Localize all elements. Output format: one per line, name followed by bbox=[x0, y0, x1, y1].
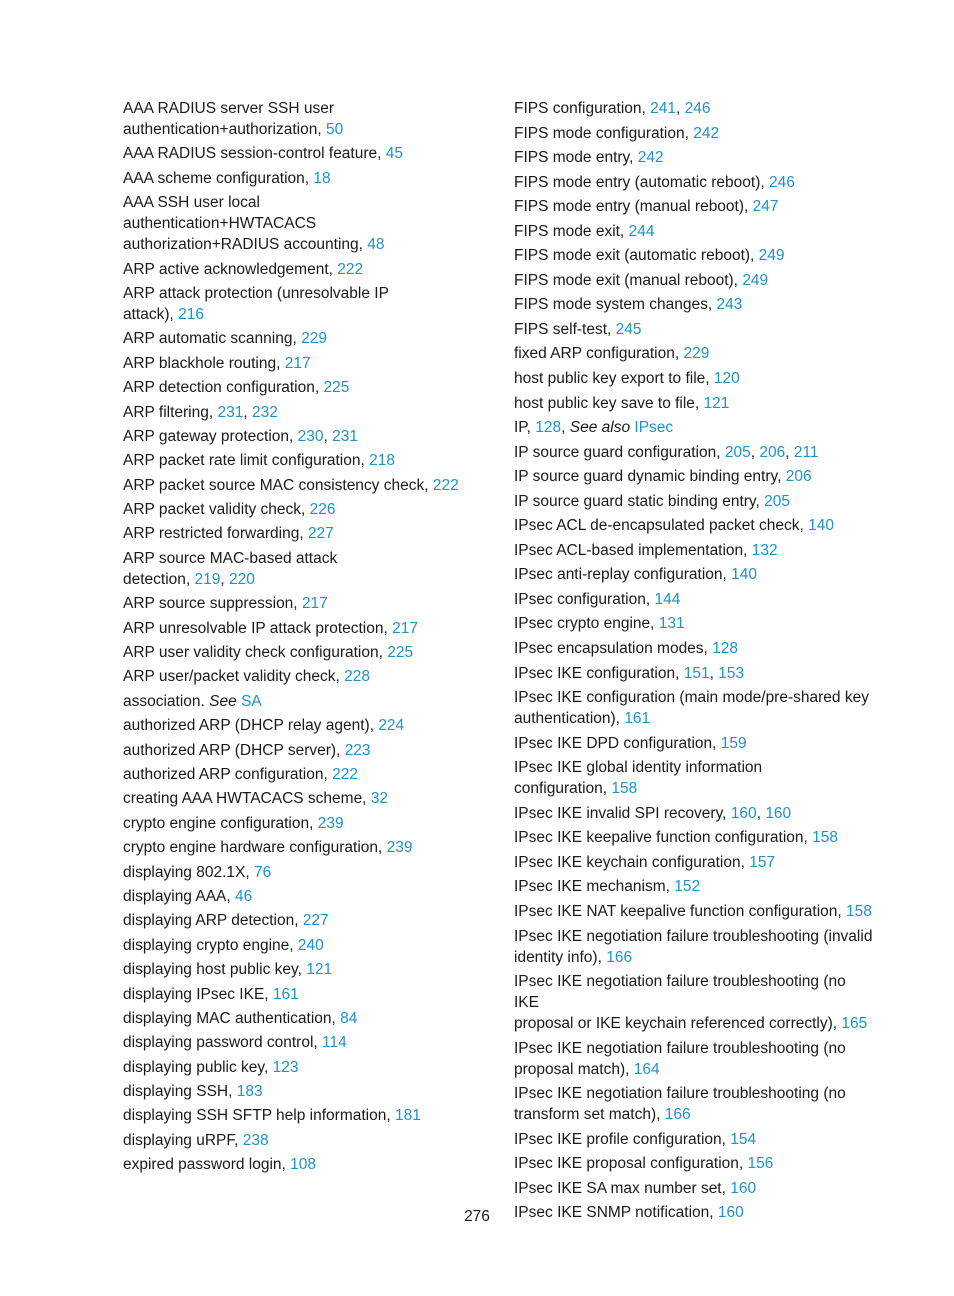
index-entry: ARP source MAC-based attack detection, 219, 220 bbox=[123, 549, 338, 588]
index-entry bbox=[123, 959, 473, 980]
page-link[interactable]: 166 bbox=[606, 948, 633, 966]
index-entry bbox=[123, 813, 473, 834]
index-entry bbox=[123, 618, 473, 639]
index-term: transform set match), bbox=[514, 1106, 661, 1124]
index-term: FIPS mode entry (manual reboot), bbox=[514, 198, 749, 216]
page-link[interactable]: 140 bbox=[808, 517, 834, 535]
page-number: 276 bbox=[464, 1208, 490, 1225]
index-term: FIPS self-test, bbox=[514, 320, 612, 338]
index-entry bbox=[123, 499, 473, 520]
page-link[interactable]: 216 bbox=[178, 305, 205, 323]
index-term: ARP blackhole routing, bbox=[123, 354, 281, 372]
index-term: IPsec IKE invalid SPI recovery, bbox=[514, 804, 727, 822]
index-entry bbox=[514, 491, 874, 512]
index-term: displaying ARP detection, bbox=[123, 912, 299, 930]
index-entry bbox=[514, 687, 874, 729]
see-reference-label: See bbox=[209, 692, 237, 710]
index-entry bbox=[514, 221, 874, 242]
index-entry bbox=[123, 328, 473, 349]
page-link[interactable]: 223 bbox=[344, 741, 371, 759]
index-term: IPsec crypto engine, bbox=[514, 615, 655, 633]
page-link[interactable]: 128 bbox=[535, 419, 562, 437]
index-term: displaying uRPF, bbox=[123, 1131, 239, 1149]
index-entry bbox=[514, 540, 874, 561]
page-link[interactable]: 154 bbox=[730, 1130, 757, 1148]
index-term: IPsec IKE NAT keepalive function configuration, bbox=[514, 902, 842, 920]
index-term: authentication+HWTACACS bbox=[123, 215, 317, 233]
page-link[interactable]: 228 bbox=[344, 668, 370, 686]
index-term: FIPS mode entry (automatic reboot), bbox=[514, 173, 765, 191]
page-link[interactable]: 246 bbox=[684, 100, 711, 117]
index-entry bbox=[123, 837, 473, 858]
index-entry bbox=[514, 245, 874, 266]
index-term: IP source guard dynamic binding entry, bbox=[514, 468, 782, 486]
page-link[interactable]: 206 bbox=[785, 468, 812, 486]
page-link[interactable]: 229 bbox=[301, 330, 327, 348]
page-link[interactable]: 249 bbox=[758, 247, 785, 265]
page-link[interactable]: 108 bbox=[290, 1156, 317, 1174]
page-link[interactable]: 231 bbox=[332, 427, 358, 445]
index-term: IP source guard configuration, bbox=[514, 443, 721, 461]
index-term: displaying AAA, bbox=[123, 887, 231, 905]
index-term: displaying 802.1X, bbox=[123, 863, 250, 881]
index-term: FIPS configuration, bbox=[514, 100, 646, 117]
index-entry bbox=[514, 876, 874, 897]
page-link[interactable]: 183 bbox=[236, 1083, 263, 1101]
index-entry: ARP filtering, 231, 232 bbox=[123, 403, 278, 421]
index-term: ARP detection configuration, bbox=[123, 379, 320, 397]
page-link[interactable]: 205 bbox=[764, 492, 791, 510]
index-term: ARP active acknowledgement, bbox=[123, 260, 333, 278]
index-term: IPsec IKE proposal configuration, bbox=[514, 1155, 744, 1173]
index-entry bbox=[123, 910, 473, 931]
page-link[interactable]: 242 bbox=[637, 149, 664, 167]
page-link[interactable]: 222 bbox=[332, 765, 358, 783]
index-entry bbox=[514, 343, 874, 364]
index-term: ARP user/packet validity check, bbox=[123, 668, 340, 686]
index-term: IPsec anti-replay configuration, bbox=[514, 566, 727, 584]
index-entry bbox=[123, 450, 473, 471]
index-term: IPsec configuration, bbox=[514, 590, 651, 608]
index-entry: IP, 128, See also IPsec bbox=[514, 419, 674, 437]
index-term: crypto engine hardware configuration, bbox=[123, 839, 383, 857]
page-link[interactable]: 160 bbox=[730, 1179, 757, 1197]
page-link[interactable]: 239 bbox=[386, 839, 413, 857]
page-link[interactable]: 206 bbox=[759, 443, 786, 461]
page-link[interactable]: 132 bbox=[751, 541, 778, 559]
see-reference-link[interactable]: SA bbox=[241, 692, 262, 710]
index-term: IPsec IKE negotiation failure troubleshooting (invalid bbox=[514, 927, 873, 945]
page-link[interactable]: 159 bbox=[720, 734, 747, 752]
page-link[interactable]: 46 bbox=[235, 887, 253, 905]
page-link[interactable]: 160 bbox=[717, 1204, 744, 1222]
index-entry bbox=[514, 123, 874, 144]
page-link[interactable]: 151 bbox=[683, 664, 710, 682]
index-entry bbox=[123, 1008, 473, 1029]
index-term: IPsec IKE keepalive function configuration, bbox=[514, 829, 808, 847]
page-link[interactable]: 165 bbox=[841, 1015, 868, 1033]
index-term: host public key export to file, bbox=[514, 370, 710, 388]
index-term: AAA SSH user local bbox=[123, 194, 260, 212]
index-term: authorized ARP (DHCP server), bbox=[123, 741, 341, 759]
index-term: creating AAA HWTACACS scheme, bbox=[123, 790, 367, 808]
index-entry bbox=[123, 377, 473, 398]
index-entry bbox=[514, 319, 874, 340]
index-term: displaying IPsec IKE, bbox=[123, 985, 269, 1003]
index-term: configuration, bbox=[514, 780, 608, 798]
index-entry bbox=[123, 1057, 473, 1078]
index-entry bbox=[123, 475, 473, 496]
index-term: expired password login, bbox=[123, 1156, 286, 1174]
index-entry bbox=[123, 1105, 473, 1126]
index-entry bbox=[123, 1032, 473, 1053]
index-entry bbox=[123, 98, 473, 140]
index-entry bbox=[123, 862, 473, 883]
page-link[interactable]: 32 bbox=[370, 790, 389, 808]
index-term: IPsec IKE negotiation failure troubleshooting (no bbox=[514, 1039, 846, 1057]
index-term: IPsec IKE keychain configuration, bbox=[514, 853, 745, 871]
page-link[interactable]: 211 bbox=[793, 443, 819, 461]
index-entry bbox=[123, 353, 473, 374]
page-link[interactable]: 222 bbox=[432, 476, 459, 494]
index-entry bbox=[514, 852, 874, 873]
page-link[interactable]: 161 bbox=[624, 710, 651, 728]
index-entry bbox=[514, 733, 874, 754]
page-link[interactable]: 217 bbox=[392, 619, 418, 637]
index-entry: FIPS configuration, 241, 246 bbox=[514, 100, 711, 117]
index-term: ARP user validity check configuration, bbox=[123, 644, 383, 662]
index-entry bbox=[123, 715, 473, 736]
index-term: ARP source MAC-based attack bbox=[123, 549, 338, 567]
index-entry bbox=[123, 886, 473, 907]
page-link[interactable]: 219 bbox=[194, 570, 221, 588]
index-entry bbox=[123, 523, 473, 544]
page-link[interactable]: 76 bbox=[253, 863, 272, 881]
index-term: IPsec IKE negotiation failure troubleshooting (no bbox=[514, 1085, 846, 1103]
index-entry bbox=[123, 168, 473, 189]
page-link[interactable]: 45 bbox=[385, 145, 404, 163]
index-entry bbox=[123, 1154, 473, 1175]
page-link[interactable]: 160 bbox=[730, 804, 757, 822]
index-term: identity info), bbox=[514, 948, 602, 966]
index-term: crypto engine configuration, bbox=[123, 814, 314, 832]
index-term: ARP packet source MAC consistency check, bbox=[123, 476, 429, 494]
index-entry bbox=[514, 172, 874, 193]
index-entry bbox=[514, 466, 874, 487]
index-entry bbox=[123, 642, 473, 663]
index-term: IPsec encapsulation modes, bbox=[514, 640, 708, 658]
page-link[interactable]: 230 bbox=[297, 427, 324, 445]
index-entry: IPsec IKE invalid SPI recovery, 160, 160 bbox=[514, 804, 792, 822]
index-term: displaying public key, bbox=[123, 1058, 269, 1076]
index-term: FIPS mode entry, bbox=[514, 149, 634, 167]
index-entry bbox=[514, 1038, 874, 1080]
index-column-left bbox=[123, 98, 473, 1179]
index-term: authorized ARP (DHCP relay agent), bbox=[123, 717, 374, 735]
index-entry bbox=[514, 1153, 874, 1174]
index-term: displaying password control, bbox=[123, 1034, 318, 1052]
index-term: FIPS mode configuration, bbox=[514, 124, 689, 142]
index-entry bbox=[514, 757, 874, 799]
page-link[interactable]: 205 bbox=[724, 443, 751, 461]
index-entry bbox=[123, 259, 473, 280]
page-link[interactable]: 164 bbox=[633, 1060, 660, 1078]
index-term: IPsec ACL-based implementation, bbox=[514, 541, 748, 559]
page-link[interactable]: 156 bbox=[747, 1155, 774, 1173]
index-term: authorization+RADIUS accounting, bbox=[123, 236, 363, 254]
index-entry bbox=[514, 515, 874, 536]
page-link[interactable]: 229 bbox=[683, 345, 710, 363]
page-link[interactable]: 217 bbox=[284, 354, 311, 372]
index-entry bbox=[514, 270, 874, 291]
index-entry bbox=[123, 1130, 473, 1151]
index-term: IP, bbox=[514, 419, 531, 437]
index-term: displaying crypto engine, bbox=[123, 936, 294, 954]
index-entry bbox=[514, 196, 874, 217]
index-entry bbox=[514, 1083, 874, 1125]
index-entry bbox=[123, 691, 473, 712]
index-term: ARP packet rate limit configuration, bbox=[123, 452, 365, 470]
index-term: authentication+authorization, bbox=[123, 121, 322, 138]
page-link[interactable]: 140 bbox=[731, 566, 757, 584]
page-link[interactable]: 123 bbox=[272, 1058, 299, 1076]
page-link[interactable]: 242 bbox=[693, 124, 720, 142]
index-term: IPsec IKE profile configuration, bbox=[514, 1130, 726, 1148]
page-link[interactable]: 217 bbox=[301, 595, 328, 613]
index-entry bbox=[514, 827, 874, 848]
page-link[interactable]: 218 bbox=[369, 452, 395, 470]
page-link[interactable]: 241 bbox=[650, 100, 677, 117]
page-link[interactable]: 114 bbox=[322, 1034, 347, 1052]
page-link[interactable]: 48 bbox=[367, 236, 385, 254]
page-link[interactable]: 50 bbox=[325, 121, 344, 138]
index-term: ARP automatic scanning, bbox=[123, 330, 297, 348]
index-entry bbox=[123, 192, 473, 255]
see-reference-label: See also bbox=[569, 419, 631, 437]
index-term: IP source guard static binding entry, bbox=[514, 492, 760, 510]
index-term: IPsec IKE DPD configuration, bbox=[514, 734, 717, 752]
page-link[interactable]: 157 bbox=[749, 853, 776, 871]
index-entry bbox=[123, 1081, 473, 1102]
index-entry: ARP gateway protection, 230, 231 bbox=[123, 427, 358, 445]
index-entry bbox=[514, 589, 874, 610]
index-entry: IP source guard configuration, 205, 206, 211 bbox=[514, 443, 819, 461]
index-term: ARP unresolvable IP attack protection, bbox=[123, 619, 388, 637]
index-term: IPsec ACL de-encapsulated packet check, bbox=[514, 517, 804, 535]
index-term: IPsec IKE negotiation failure troubleshooting (no IKE bbox=[514, 973, 846, 1012]
index-term: IPsec IKE global identity information bbox=[514, 759, 763, 777]
index-entry bbox=[123, 666, 473, 687]
index-term: FIPS mode system changes, bbox=[514, 296, 713, 314]
index-term: ARP source suppression, bbox=[123, 595, 298, 613]
page-link[interactable]: 225 bbox=[387, 644, 414, 662]
index-term: ARP gateway protection, bbox=[123, 427, 294, 445]
index-term: FIPS mode exit (automatic reboot), bbox=[514, 247, 755, 265]
page-link[interactable]: 18 bbox=[313, 169, 331, 187]
index-term: AAA scheme configuration, bbox=[123, 169, 310, 187]
page-link[interactable]: 244 bbox=[628, 222, 655, 240]
index-term: ARP restricted forwarding, bbox=[123, 525, 304, 543]
index-term: authorized ARP configuration, bbox=[123, 765, 328, 783]
page-link[interactable]: 231 bbox=[217, 403, 244, 421]
index-term: fixed ARP configuration, bbox=[514, 345, 680, 363]
page-link[interactable]: 247 bbox=[752, 198, 779, 216]
page-link[interactable]: 128 bbox=[712, 640, 739, 658]
index-column-right bbox=[514, 98, 874, 1227]
index-term: ARP attack protection (unresolvable IP bbox=[123, 284, 389, 302]
page-link[interactable]: 245 bbox=[615, 320, 642, 338]
index-term: proposal match), bbox=[514, 1060, 630, 1078]
index-entry bbox=[514, 368, 874, 389]
index-term: detection, bbox=[123, 570, 191, 588]
index-entry bbox=[123, 984, 473, 1005]
page-link[interactable]: 220 bbox=[229, 570, 255, 588]
index-entry bbox=[514, 1129, 874, 1150]
page-link[interactable]: 166 bbox=[664, 1106, 691, 1124]
page-link[interactable]: 243 bbox=[716, 296, 743, 314]
index-term: IPsec IKE configuration (main mode/pre-shared key bbox=[514, 689, 869, 707]
index-entry bbox=[514, 613, 874, 634]
page-link[interactable]: 225 bbox=[323, 379, 350, 397]
index-entry bbox=[123, 593, 473, 614]
page-link[interactable]: 158 bbox=[846, 902, 872, 920]
page-link[interactable]: 144 bbox=[654, 590, 681, 608]
index-term: FIPS mode exit (manual reboot), bbox=[514, 271, 738, 289]
index-term: host public key save to file, bbox=[514, 394, 700, 412]
page-link[interactable]: 226 bbox=[309, 501, 336, 519]
page-link[interactable]: 161 bbox=[272, 985, 299, 1003]
index-entry bbox=[123, 143, 473, 164]
index-term: displaying host public key, bbox=[123, 961, 302, 979]
index-term: IPsec IKE SA max number set, bbox=[514, 1179, 726, 1197]
page-link[interactable]: 227 bbox=[302, 912, 329, 930]
page-link[interactable]: 222 bbox=[337, 260, 364, 278]
index-entry bbox=[123, 788, 473, 809]
index-entry bbox=[514, 564, 874, 585]
page-link[interactable]: 224 bbox=[378, 717, 405, 735]
page-link[interactable]: 158 bbox=[611, 780, 638, 798]
page-link[interactable]: 232 bbox=[251, 403, 278, 421]
page-link[interactable]: 160 bbox=[765, 804, 792, 822]
index-entry bbox=[514, 901, 874, 922]
index-term: AAA RADIUS session-control feature, bbox=[123, 145, 382, 163]
page-link[interactable]: 131 bbox=[658, 615, 685, 633]
page-link[interactable]: 227 bbox=[307, 525, 334, 543]
page-link[interactable]: 84 bbox=[340, 1009, 358, 1027]
page-link[interactable]: 121 bbox=[306, 961, 333, 979]
page-link[interactable]: 121 bbox=[703, 394, 730, 412]
index-term: IPsec IKE configuration, bbox=[514, 664, 680, 682]
index-entry bbox=[123, 764, 473, 785]
index-entry bbox=[514, 147, 874, 168]
index-entry bbox=[123, 740, 473, 761]
page-link[interactable]: 240 bbox=[297, 936, 324, 954]
index-term: association. bbox=[123, 692, 205, 710]
index-term: attack), bbox=[123, 305, 174, 323]
index-term: FIPS mode exit, bbox=[514, 222, 625, 240]
page-link[interactable]: 120 bbox=[713, 370, 740, 388]
index-entry bbox=[514, 1178, 874, 1199]
page-link[interactable]: 239 bbox=[317, 814, 344, 832]
page-link[interactable]: 181 bbox=[394, 1107, 421, 1125]
index-entry bbox=[123, 283, 473, 325]
index-term: displaying MAC authentication, bbox=[123, 1009, 336, 1027]
index-term: IPsec IKE SNMP notification, bbox=[514, 1204, 714, 1222]
page-link[interactable]: 238 bbox=[242, 1131, 269, 1149]
index-term: ARP packet validity check, bbox=[123, 501, 306, 519]
page-link[interactable]: 249 bbox=[742, 271, 769, 289]
see-reference-link[interactable]: IPsec bbox=[634, 419, 674, 437]
index-term: ARP filtering, bbox=[123, 403, 214, 421]
page-link[interactable]: 153 bbox=[718, 664, 745, 682]
index-entry bbox=[514, 638, 874, 659]
index-entry: IPsec IKE configuration, 151, 153 bbox=[514, 664, 745, 682]
index-term: authentication), bbox=[514, 710, 620, 728]
index-entry bbox=[514, 294, 874, 315]
index-entry bbox=[514, 926, 874, 968]
index-term: AAA RADIUS server SSH user bbox=[123, 100, 335, 117]
index-term: proposal or IKE keychain referenced correctly), bbox=[514, 1015, 838, 1033]
index-entry bbox=[514, 971, 874, 1034]
index-entry bbox=[514, 393, 874, 414]
page-link[interactable]: 246 bbox=[769, 173, 795, 191]
index-entry bbox=[123, 935, 473, 956]
page-link[interactable]: 158 bbox=[812, 829, 838, 847]
index-term: displaying SSH, bbox=[123, 1083, 233, 1101]
index-term: IPsec IKE mechanism, bbox=[514, 878, 670, 896]
page-link[interactable]: 152 bbox=[674, 878, 701, 896]
index-term: displaying SSH SFTP help information, bbox=[123, 1107, 391, 1125]
